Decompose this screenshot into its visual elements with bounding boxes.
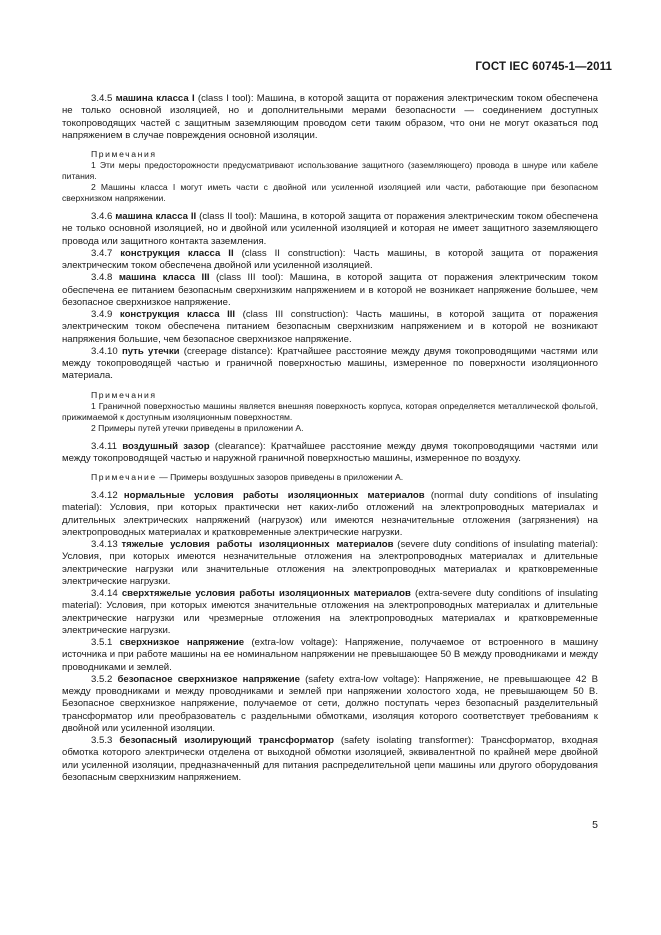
definition-text: (safety isolating transformer): Трансформатор, входная обмотка которого электрически отделена от выходной обмотки изоляцией, эквивалентной по крайней мере двойной или усиленной изоляции, предназначенный для питания распределительной цепи машины или другого оборудования безопасным сверхнизким напряжением. — [62, 735, 598, 783]
clause-number: 3.4.7 — [91, 247, 113, 259]
clause-number: 3.5.2 — [91, 673, 113, 685]
note-text: Примеры воздушных зазоров приведены в приложении А. — [170, 472, 404, 482]
term: безопасный изолирующий трансформатор — [119, 735, 334, 746]
clause-number: 3.4.14 — [91, 588, 118, 599]
definition-text: (normal duty conditions of insulating material): Условия, при которых практически нет каких-либо отложений на электропроводных материалах и длительных электрических напряжений (нагрузок) или имеются незначительные отложения (загрязнения) на электропроводных материалах и кратковременные электрические нагрузки. — [62, 490, 598, 538]
definition-text: (extra-low voltage): Напряжение, получаемое от встроенного в машину источника и при работе машины на ее номинальном напряжении не превышающее 50 В между проводниками и между проводниками и землей. — [62, 637, 598, 673]
term: тяжелые условия работы изоляционных материалов — [121, 539, 394, 550]
definition-text: (class II tool): Машина, в которой защита от поражения электрическим током обеспечена не только основной изоляцией, но и двойной или усиленной изоляцией и которая не имеет защитного заземляющего провода или защитного контакта заземления. — [62, 211, 598, 247]
definition-3-4-14 — [62, 588, 598, 637]
term: машина класса III — [118, 272, 210, 284]
note-label: Примечание — [91, 472, 157, 482]
definition-text: (class III construction): Часть машины, в которой защита от поражения электрическим током обеспечена питанием безопасным сверхнизким напряжением и в которой не возникают напряжения большие, чем безопасное сверхнизкое напряжение. — [62, 309, 598, 345]
definition-3-5-3 — [62, 735, 598, 784]
clause-number: 3.4.6 — [91, 211, 113, 222]
definition-text: (severe duty conditions of insulating material): Условия, при которых имеются незначительные отложения на электропроводных материалах и длительные электрические нагрузки или значительные отложения на электропроводных материалах и кратковременные электрические нагрузки. — [62, 539, 598, 587]
note-item: 1 Эти меры предосторожности предусматривают использование защитного (заземляющего) провода в шнуре или кабеле питания. — [62, 160, 598, 181]
definition-3-4-11 — [62, 441, 598, 466]
definition-text: (class I tool): Машина, в которой защита от поражения электрическим током обеспечена не только основной изоляцией, но и дополнительными мерами безопасности — соединением доступных токопроводящих частей с защитным заземляющим проводом сети таким образом, что они не могут оказаться под напряжением в случае повреждения основной изоляции. — [62, 93, 598, 141]
note-inline — [62, 472, 598, 483]
definition-3-4-9 — [62, 309, 598, 346]
definition-3-5-2 — [62, 674, 598, 735]
definition-text: (class II construction): Часть машины, в которой защита от поражения электрическим током обеспечена двойной или усиленной изоляцией. — [62, 247, 598, 271]
note-item: 1 Граничной поверхностью машины является внешняя поверхность корпуса, которая определяется металлической фольгой, прижимаемой к доступным изоляционным поверхностям. — [62, 400, 598, 422]
clause-number: 3.4.10 — [91, 345, 118, 357]
definition-text: (safety extra-low voltage): Напряжение, не превышающее 42 В между проводниками и между проводниками и землей при напряжении холостого хода, не превышающем 50 В. Безопасное сверхнизкое напряжение, получаемое от сети, должно поступать через безопасный разделительный трансформатор или преобразователь с раздельными обмотками, изоляция которого соответствует требованиям к двойной или усиленной изоляции. — [62, 673, 598, 734]
term: машина класса I — [115, 93, 195, 104]
definition-3-4-8 — [62, 272, 598, 309]
definition-3-4-5 — [62, 93, 598, 142]
standard-header: ГОСТ IEC 60745-1—2011 — [475, 61, 612, 73]
term: машина класса II — [115, 211, 197, 222]
term: сверхнизкое напряжение — [119, 637, 245, 648]
note-item: 2 Примеры путей утечки приведены в приложении А. — [91, 422, 304, 433]
term: сверхтяжелые условия работы изоляционных материалов — [121, 588, 411, 599]
definition-text: (clearance): Кратчайшее расстояние между двумя токопроводящими частями или между токопроводящей частью и наружной граничной поверхностью машины, измеренное по воздуху. — [62, 440, 598, 464]
term: путь утечки — [121, 345, 180, 357]
note-dash: — — [156, 472, 171, 482]
term: безопасное сверхнизкое напряжение — [117, 673, 300, 685]
notes-title: Примечания — [91, 389, 157, 400]
clause-number: 3.4.9 — [91, 309, 113, 320]
definition-3-4-12 — [62, 490, 598, 539]
definition-3-4-7 — [62, 248, 598, 273]
page-body — [62, 93, 598, 784]
definition-3-4-10 — [62, 346, 598, 383]
term: конструкция класса III — [119, 309, 236, 320]
definition-3-4-6 — [62, 211, 598, 248]
definition-3-5-1 — [62, 637, 598, 674]
clause-number: 3.4.12 — [91, 490, 118, 501]
notes-title: Примечания — [91, 149, 157, 159]
clause-number: 3.5.1 — [91, 637, 113, 648]
clause-number: 3.5.3 — [91, 735, 113, 746]
definition-3-4-13 — [62, 539, 598, 588]
term: нормальные условия работы изоляционных материалов — [123, 490, 425, 501]
definition-text: (class III tool): Машина, в которой защита от поражения электрическим током обеспечена ее питанием безопасным сверхнизким напряжением и в которой не возникает напряжение большее, чем безопасное сверхнизкое напряжение. — [62, 272, 598, 308]
clause-number: 3.4.5 — [91, 93, 113, 104]
clause-number: 3.4.13 — [91, 539, 118, 550]
term: конструкция класса II — [120, 247, 234, 259]
definition-text: (creepage distance): Кратчайшее расстояние между двумя токопроводящими частями или между токопроводящей частью и граничной поверхностью машины, измеренное по поверхности изоляционного материала. — [62, 345, 598, 382]
definition-text: (extra-severe duty conditions of insulating material): Условия, при которых имеются значительные отложения на электропроводных материалах и длительные электрические нагрузки или чрезмерные отложения на электропроводных материалах и кратковременные электрические нагрузки. — [62, 588, 598, 636]
clause-number: 3.4.8 — [91, 272, 113, 284]
term: воздушный зазор — [122, 440, 210, 452]
clause-number: 3.4.11 — [91, 440, 117, 452]
page-number: 5 — [592, 819, 598, 831]
note-item: 2 Машины класса I могут иметь части с двойной или усиленной изоляцией или части, работающие при безопасном сверхнизком напряжении. — [62, 182, 598, 203]
